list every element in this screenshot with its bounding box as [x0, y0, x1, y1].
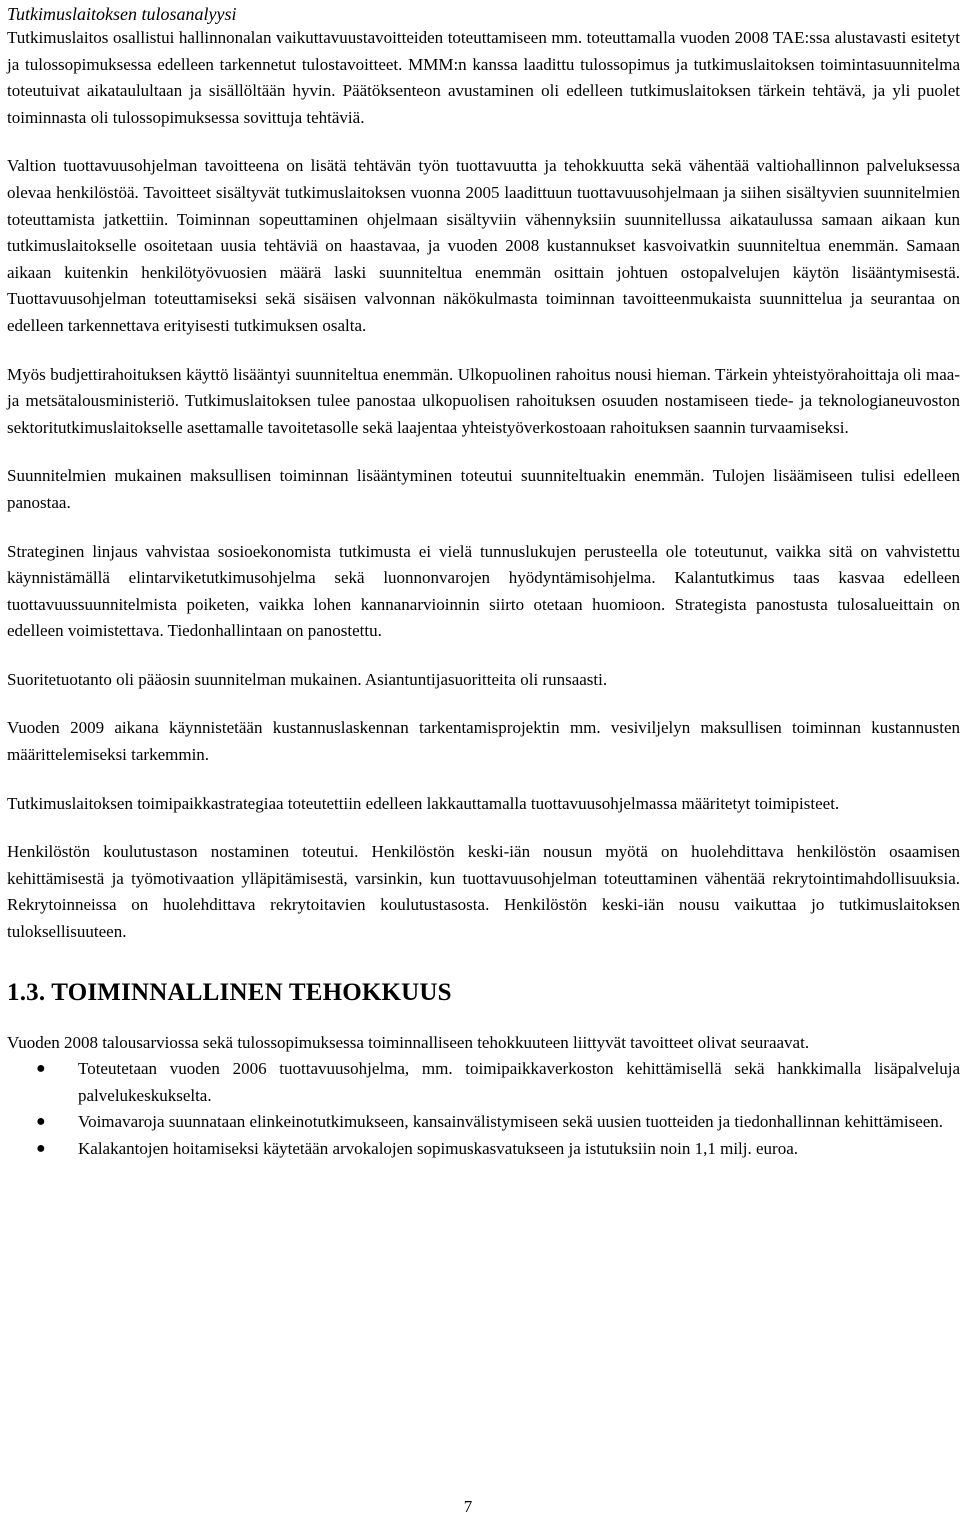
bullet-icon: ●: [36, 1060, 46, 1078]
paragraph-rahoitus: Myös budjettirahoituksen käyttö lisääntyi suunniteltua enemmän. Ulkopuolinen rahoitus nousi hieman. Tärkein yhteistyörahoittaja oli maa- ja metsätalousministeriö. Tutkimuslaitoksen tulee panostaa ulkopuolisen rahoituksen osuuden nostamiseen tiede- ja teknologianeuvoston sektoritutkimuslaitokselle asettamalle tavoitetasolle sekä laajentaa yhteistyöverkostoaan rahoituksen saannin turvaamiseksi.: [7, 364, 960, 437]
list-item-text: Kalakantojen hoitamiseksi käytetään arvokalojen sopimuskasvatukseen ja istutuksiin noin 1,1 milj. euroa.: [78, 1139, 798, 1158]
list-item: [7, 1109, 960, 1136]
list-item: [7, 1136, 960, 1163]
chapter-intro: Vuoden 2008 talousarviossa sekä tulossopimuksessa toiminnalliseen tehokkuuteen liittyvät tavoitteet olivat seuraavat.: [7, 1032, 810, 1052]
list-item-text: Voimavaroja suunnataan elinkeinotutkimukseen, kansainvälistymiseen sekä uusien tuotteiden ja tiedonhallinnan kehittämiseen.: [78, 1112, 944, 1132]
paragraph-toimipaikkastrategia: Tutkimuslaitoksen toimipaikkastrategiaa toteutettiin edelleen lakkauttamalla tuottavuusohjelmassa määritetyt toimipisteet.: [7, 793, 840, 813]
paragraph-kustannuslaskenta: Vuoden 2009 aikana käynnistetään kustannuslaskennan tarkentamisprojektin mm. vesiviljelyn maksullisen toiminnan kustannusten määrittelemiseksi tarkemmin.: [7, 718, 960, 765]
goals-bullet-list: [7, 1056, 960, 1162]
paragraph-maksullinen-toiminta: Suunnitelmien mukainen maksullisen toiminnan lisääntyminen toteutui suunniteltuakin enemmän. Tulojen lisäämiseen tulisi edelleen panostaa.: [7, 466, 960, 512]
paragraph-strateginen-linjaus: Strateginen linjaus vahvistaa sosioekonomista tutkimusta ei vielä tunnuslukujen perusteella ole toteutunut, vaikka sitä on vahvistettu käynnistämällä elintarviketutkimusohjelma sekä luonnonvarojen hyödyntämisohjelma. Kalantutkimus taas kasvaa edelleen tuottavuussuunnitelmista poiketen, vaikka lohen kannanarvioinnin siirto otetaan huomioon. Strategista panostusta tulosalueittain on edelleen voimistettava. Tiedonhallintaan on panostettu.: [7, 541, 960, 641]
section-title: Tutkimuslaitoksen tulosanalyysi: [7, 4, 237, 24]
chapter-heading: 1.3. TOIMINNALLINEN TEHOKKUUS: [7, 978, 452, 1006]
paragraph-henkilosto: Henkilöstön koulutustason nostaminen toteutui. Henkilöstön keski-iän nousun myötä on huolehdittava henkilöstön osaamisen kehittämisestä ja työmotivaation ylläpitämisestä, varsinkin, kun tuottavuusohjelman toteuttaminen vähentää rekrytointimahdollisuuksia. Rekrytoinneissa on huolehdittava rekrytoitavien koulutustasosta. Henkilöstön keski-iän nousu vaikuttaa jo tutkimuslaitoksen tuloksellisuuteen.: [7, 842, 960, 942]
paragraph-tulosanalyysi: Tutkimuslaitos osallistui hallinnonalan vaikuttavuustavoitteiden toteuttamiseen mm. toteuttamalla vuoden 2008 TAE:ssa alustavasti esitetyt ja tulossopimuksessa edelleen tarkennetut tulostavoitteet. MMM:n kanssa laadittu tulossopimus ja tutkimuslaitoksen toimintasuunnitelma toteutuivat aikataulultaan ja sisällöltään hyvin. Päätöksenteon avustaminen oli edelleen tutkimuslaitoksen tärkein tehtävä, ja yli puolet toiminnasta oli tulossopimuksessa sovittuja tehtäviä.: [7, 28, 960, 127]
bullet-icon: ●: [36, 1140, 46, 1157]
document-page: [7, 0, 960, 1163]
bullet-icon: ●: [36, 1113, 46, 1131]
list-item: [7, 1056, 960, 1109]
list-item-text: Toteutetaan vuoden 2006 tuottavuusohjelma, mm. toimipaikkaverkoston kehittämisellä sekä hankkimalla lisäpalveluja palvelukeskukselta.: [78, 1059, 960, 1105]
paragraph-tuottavuusohjelma: Valtion tuottavuusohjelman tavoitteena on lisätä tehtävän työn tuottavuutta ja tehokkuutta sekä vähentää valtiohallinnon palveluksessa olevaa henkilöstöä. Tavoitteet sisältyvät tutkimuslaitoksen vuonna 2005 laadittuun tuottavuusohjelmaan ja siihen sisältyvien suunnitelmien toteuttamista jatkettiin. Toiminnan sopeuttaminen ohjelmaan sisältyviin vähennyksiin suunnitellussa aikataulussa samaan aikaan kun tutkimuslaitokselle osoitetaan uusia tehtäviä on haastavaa, ja vuoden 2008 kustannukset kasvoivatkin suunniteltua enemmän. Samaan aikaan kuitenkin henkilötyövuosien määrä laski suunniteltua enemmän osittain johtuen ostopalvelujen käytön lisääntymisestä. Tuottavuusohjelman toteuttamiseksi sekä sisäisen valvonnan näkökulmasta toiminnan tavoitteenmukaista suunnittelua ja seurantaa on edelleen tarkennettava erityisesti tutkimuksen osalta.: [7, 156, 960, 335]
paragraph-suoritetuotanto: Suoritetuotanto oli pääosin suunnitelman mukainen. Asiantuntijasuoritteita oli runsaasti.: [7, 669, 608, 689]
page-number: 7: [463, 1497, 473, 1516]
